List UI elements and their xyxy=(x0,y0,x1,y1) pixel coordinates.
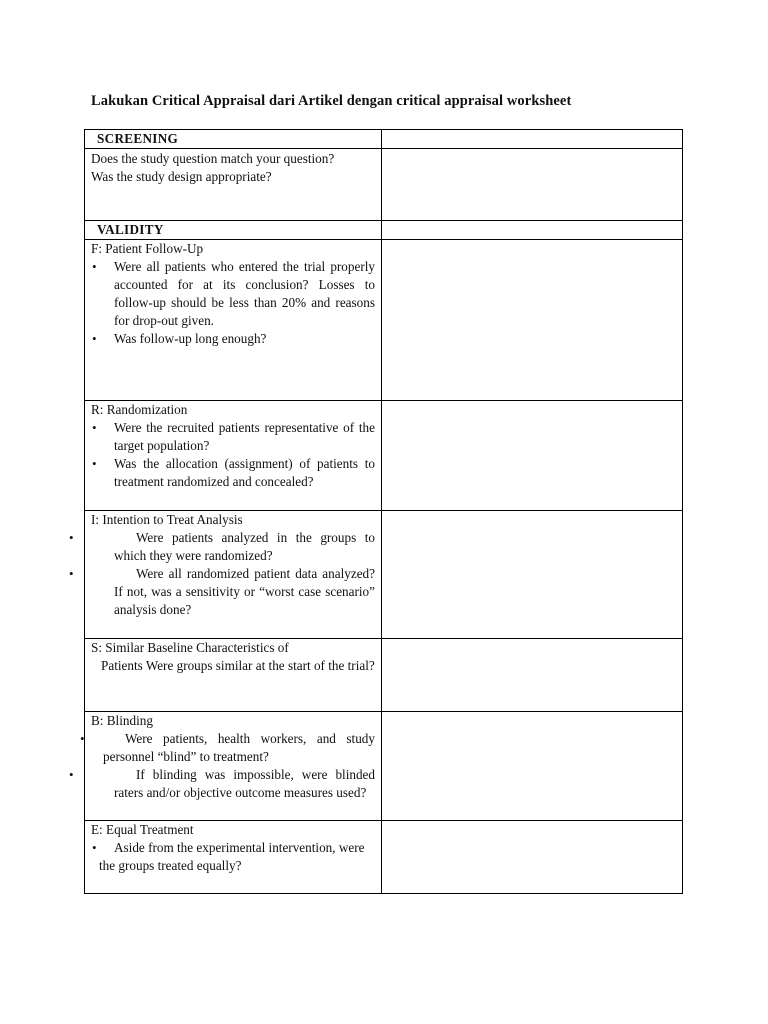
bullet-icon: • xyxy=(69,767,74,782)
list-item xyxy=(91,455,375,491)
list-item xyxy=(91,839,375,875)
list-item-text: Were all patients who entered the trial properly accounted for at its conclusion? Losses to follow-up should be less than 20% and reasons for drop-out given. xyxy=(114,259,375,328)
itt-heading: I: Intention to Treat Analysis xyxy=(91,512,243,527)
validity-header-answer-cell[interactable] xyxy=(382,221,683,240)
randomization-row xyxy=(85,401,683,511)
randomization-list xyxy=(91,419,375,491)
list-item xyxy=(91,419,375,455)
bullet-icon: • xyxy=(69,530,74,545)
appraisal-table xyxy=(69,129,683,894)
bullet-icon: • xyxy=(92,456,97,471)
equal-treatment-row xyxy=(85,821,683,894)
equal-treatment-list xyxy=(91,839,375,875)
itt-list xyxy=(69,529,375,619)
list-item-text: Were patients, health workers, and study personnel “blind” to treatment? xyxy=(103,731,375,764)
screening-questions-cell xyxy=(85,149,382,221)
itt-cell xyxy=(69,511,382,639)
blinding-heading: B: Blinding xyxy=(91,713,153,728)
bullet-icon: • xyxy=(80,731,85,746)
list-item xyxy=(80,730,375,766)
baseline-answer-cell[interactable] xyxy=(382,639,683,712)
blinding-row xyxy=(85,712,683,821)
follow-up-list xyxy=(91,258,375,348)
list-item-text: Were the recruited patients representative of the target population? xyxy=(114,420,375,453)
baseline-text: Patients Were groups similar at the start of the trial? xyxy=(101,658,375,673)
worksheet-title: Lakukan Critical Appraisal dari Artikel dengan critical appraisal worksheet xyxy=(91,93,572,109)
follow-up-row xyxy=(85,240,683,401)
equal-treatment-answer-cell[interactable] xyxy=(382,821,683,894)
validity-header-row xyxy=(85,221,683,240)
baseline-cell xyxy=(85,639,382,712)
baseline-heading: S: Similar Baseline Characteristics of xyxy=(91,640,289,655)
list-item xyxy=(91,330,375,348)
screening-header-row xyxy=(85,130,683,149)
bullet-icon: • xyxy=(92,331,97,346)
list-item xyxy=(69,766,375,802)
screening-header: SCREENING xyxy=(85,130,382,149)
bullet-icon: • xyxy=(69,566,74,581)
follow-up-answer-cell[interactable] xyxy=(382,240,683,401)
bullet-icon: • xyxy=(92,259,97,274)
randomization-heading: R: Randomization xyxy=(91,402,188,417)
list-item xyxy=(91,258,375,330)
list-item-text: Aside from the experimental intervention, were the groups treated equally? xyxy=(99,840,365,873)
bullet-icon: • xyxy=(92,840,97,855)
blinding-answer-cell[interactable] xyxy=(382,712,683,821)
list-item-text: Were patients analyzed in the groups to which they were randomized? xyxy=(114,530,375,563)
screening-answer-cell[interactable] xyxy=(382,149,683,221)
screening-question-1: Does the study question match your question? xyxy=(91,151,335,166)
list-item-text: Was the allocation (assignment) of patients to treatment randomized and concealed? xyxy=(114,456,375,489)
list-item-text: Were all randomized patient data analyzed? If not, was a sensitivity or “worst case scenario” analysis done? xyxy=(114,566,375,617)
list-item xyxy=(69,565,375,619)
validity-header: VALIDITY xyxy=(85,221,382,240)
screening-question-2: Was the study design appropriate? xyxy=(91,169,272,184)
itt-row xyxy=(85,511,683,639)
bullet-icon: • xyxy=(92,420,97,435)
randomization-cell xyxy=(85,401,382,511)
equal-treatment-heading: E: Equal Treatment xyxy=(91,822,194,837)
screening-header-answer-cell[interactable] xyxy=(382,130,683,149)
baseline-row xyxy=(85,639,683,712)
randomization-answer-cell[interactable] xyxy=(382,401,683,511)
list-item-text: If blinding was impossible, were blinded raters and/or objective outcome measures used? xyxy=(114,767,375,800)
blinding-list xyxy=(69,730,375,802)
screening-questions-row xyxy=(85,149,683,221)
itt-answer-cell[interactable] xyxy=(382,511,683,639)
blinding-cell xyxy=(69,712,382,821)
list-item xyxy=(69,529,375,565)
follow-up-heading: F: Patient Follow-Up xyxy=(91,241,204,256)
equal-treatment-cell xyxy=(85,821,382,894)
list-item-text: Was follow-up long enough? xyxy=(114,331,267,346)
follow-up-cell xyxy=(85,240,382,401)
